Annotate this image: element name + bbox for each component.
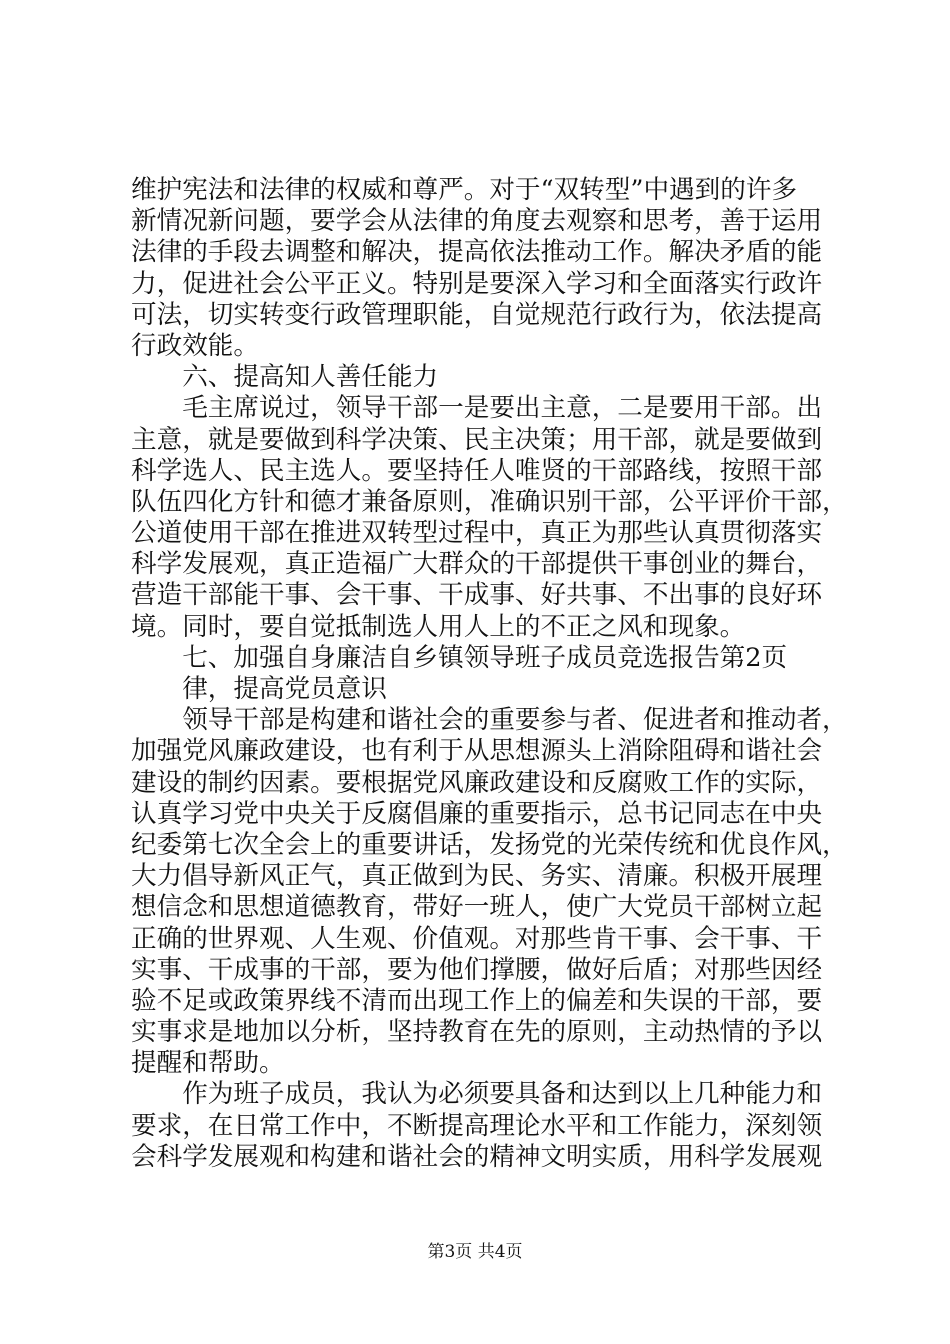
text-line: 验不足或政策界线不清而出现工作上的偏差和失误的干部，要: [131, 985, 823, 1016]
text-line: 正确的世界观、人生观、价值观。对那些肯干事、会干事、干: [131, 923, 823, 954]
text-line: 可法，切实转变行政管理职能，自觉规范行政行为，依法提高: [131, 299, 823, 330]
text-line: 主意，就是要做到科学决策、民主决策；用干部，就是要做到: [131, 424, 823, 455]
section-heading-seven: [131, 643, 911, 674]
text-line: 行政效能。: [131, 330, 259, 361]
heading-line: 七、加强自身廉洁自乡镇领导班子成员竞选报告第2页: [182, 642, 788, 673]
paragraph-cadre-selection: [131, 393, 911, 643]
text-line: 会科学发展观和构建和谐社会的精神文明实质，用科学发展观: [131, 1141, 823, 1172]
text-line: 加强党风廉政建设，也有利于从思想源头上消除阻碍和谐社会: [131, 736, 823, 767]
heading-line: 六、提高知人善任能力: [182, 362, 439, 393]
section-heading-six: [131, 362, 911, 393]
text-line: 维护宪法和法律的权威和尊严。对于“双转型”中遇到的许多: [131, 175, 798, 205]
heading-line: 律，提高党员意识: [182, 674, 387, 704]
text-line: 新情况新问题，要学会从法律的角度去观察和思考，善于运用: [131, 206, 823, 237]
text-line: 法律的手段去调整和解决，提高依法推动工作。解决矛盾的能: [131, 237, 823, 268]
text-line: 营造干部能干事、会干事、干成事、好共事、不出事的良好环: [131, 580, 823, 611]
section-heading-seven-continued: [131, 674, 911, 705]
text-line: 作为班子成员，我认为必须要具备和达到以上几种能力和: [182, 1079, 823, 1110]
text-line: 队伍四化方针和德才兼备原则，准确识别干部，公平评价干部，: [131, 486, 848, 517]
text-line: 实事、干成事的干部，要为他们撑腰，做好后盾；对那些因经: [131, 954, 823, 985]
text-line: 提醒和帮助。: [131, 1048, 285, 1079]
text-line: 大力倡导新风正气，真正做到为民、务实、清廉。积极开展理: [131, 861, 823, 892]
document-body: [131, 175, 911, 1173]
text-line: 实事求是地加以分析，坚持教育在先的原则，主动热情的予以: [131, 1017, 823, 1048]
text-line: 科学选人、民主选人。要坚持任人唯贤的干部路线，按照干部: [131, 455, 823, 486]
text-line: 想信念和思想道德教育，带好一班人，使广大党员干部树立起: [131, 892, 823, 923]
text-line: 公道使用干部在推进双转型过程中，真正为那些认真贯彻落实: [131, 518, 823, 549]
page-number-footer: 第3页 共4页: [427, 1242, 523, 1262]
text-line: 纪委第七次全会上的重要讲话，发扬党的光荣传统和优良作风，: [131, 829, 848, 860]
paragraph-rule-of-law: [131, 175, 911, 362]
text-line: 毛主席说过，领导干部一是要出主意，二是要用干部。出: [182, 393, 823, 424]
paragraph-party-integrity: [131, 705, 911, 1079]
text-line: 科学发展观，真正造福广大群众的干部提供干事创业的舞台，: [131, 549, 823, 580]
text-line: 建设的制约因素。要根据党风廉政建设和反腐败工作的实际，: [131, 767, 823, 798]
text-line: 境。同时，要自觉抵制选人用人上的不正之风和现象。: [131, 611, 746, 642]
text-line: 要求，在日常工作中，不断提高理论水平和工作能力，深刻领: [131, 1110, 823, 1141]
text-line: 力，促进社会公平正义。特别是要深入学习和全面落实行政许: [131, 268, 823, 299]
text-line: 领导干部是构建和谐社会的重要参与者、促进者和推动者，: [182, 705, 848, 736]
paragraph-conclusion: [131, 1079, 911, 1173]
text-line: 认真学习党中央关于反腐倡廉的重要指示，总书记同志在中央: [131, 798, 823, 829]
